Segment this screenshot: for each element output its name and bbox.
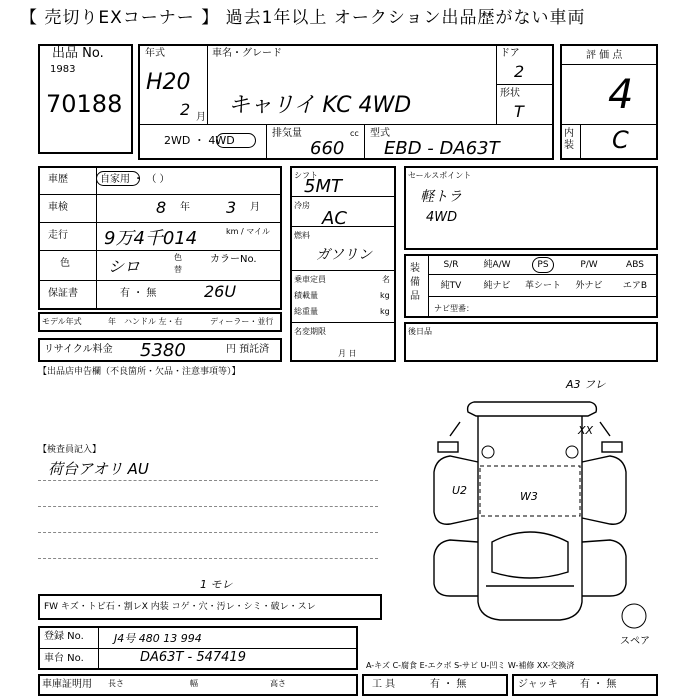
- registration-value: J4号 480 13 994: [114, 632, 202, 645]
- inspector-label: 【検査員記入】: [38, 445, 102, 455]
- name-change-label: 名変期限: [294, 327, 326, 336]
- displacement-value: 660: [310, 138, 345, 159]
- year-month-unit: 月: [196, 112, 206, 123]
- warranty-value: 26U: [204, 282, 237, 301]
- name-change-unit: 月 日: [338, 349, 357, 358]
- recycle-unit: 円 預託済: [226, 344, 270, 355]
- lot-label: 出品 No.: [52, 46, 104, 61]
- equip-navi: 純ナビ: [483, 281, 511, 291]
- score-value: 4: [608, 72, 634, 118]
- riders-unit: 名: [382, 275, 390, 284]
- interior-value: C: [612, 126, 629, 154]
- model-value: EBD - DA63T: [384, 138, 500, 159]
- displacement-label: 排気量: [272, 128, 302, 139]
- equip-aw: 純A/W: [483, 260, 511, 270]
- equip-airbag: エアB: [622, 281, 648, 291]
- repaint-label: 色替: [174, 253, 182, 274]
- page-banner: 【 売切りEXコーナー 】 過去1年以上 オークション出品歴がない車両: [0, 0, 700, 36]
- registration-label: 登録 No.: [44, 631, 84, 642]
- color-label: 色: [60, 258, 70, 269]
- displacement-unit: cc: [350, 129, 359, 138]
- riders-label: 乗車定員: [294, 275, 326, 284]
- history-selected-mark: [96, 171, 140, 186]
- weight-label: 総重量: [294, 307, 318, 316]
- warranty-label: 保証書: [48, 288, 78, 299]
- legend: A-キズ C-腐食 E-エクボ S-サビ U-凹ミ W-補修 XX-交換済: [366, 661, 575, 670]
- inspection-year: 8: [156, 198, 167, 217]
- nav-model-label: ナビ型番：: [434, 304, 474, 313]
- diagram-mark-a3: A3 フレ: [566, 378, 606, 391]
- equip-abs: ABS: [626, 260, 644, 270]
- recycle-value: 5380: [140, 340, 186, 361]
- cert-length: 長さ: [108, 679, 124, 688]
- sales-line-2: 4WD: [426, 210, 458, 225]
- inspector-note: 荷台アオリ AU: [48, 460, 149, 478]
- equip-ps-mark: [532, 257, 554, 273]
- handle-options: ハンドル 左・右: [124, 317, 183, 326]
- load-unit: kg: [380, 291, 390, 300]
- drive-selected-mark: [216, 133, 256, 148]
- car-diagram: [410, 372, 670, 632]
- doors-label: ドア: [500, 48, 520, 59]
- name-label: 車名・グレード: [212, 48, 282, 59]
- year-label: 年式: [145, 48, 165, 59]
- dealer-options: ディーラー・並行: [210, 317, 274, 326]
- tools-label: 工 具: [372, 679, 396, 690]
- equip-tv: 純TV: [440, 281, 462, 291]
- chassis-value: DA63T - 547419: [140, 650, 246, 665]
- sales-line-1: 軽トラ: [420, 189, 462, 205]
- model-year-label: モデル年式: [42, 317, 82, 326]
- declaration-label: 【出品店申告欄（不良箇所・欠品・注意事項等）】: [38, 367, 241, 377]
- aircon-value: AC: [322, 208, 347, 229]
- equip-sr: S/R: [443, 260, 459, 270]
- warranty-options: 有 ・ 無: [120, 288, 157, 299]
- inspection-label: 車検: [48, 202, 68, 213]
- load-label: 積載量: [294, 291, 318, 300]
- history-label: 車歴: [48, 174, 68, 185]
- year-month: 2: [180, 100, 191, 119]
- lot-sub: 1983: [50, 64, 76, 75]
- interior-label: 内 装: [564, 128, 574, 151]
- diagram-mark-u2: U2: [452, 484, 468, 497]
- delivery-label: 後日品: [408, 327, 432, 336]
- damage-row: FW キズ・トビ石・割レX 内装 コゲ・穴・汚レ・シミ・破レ・スレ: [44, 602, 316, 612]
- chassis-label: 車台 No.: [44, 653, 84, 664]
- diagram-mark-w3: W3: [520, 490, 538, 503]
- equip-ext-navi: 外ナビ: [575, 281, 603, 291]
- spare-label: スペア: [620, 636, 650, 647]
- color-no-label: カラーNo.: [210, 254, 257, 265]
- fuel-label: 燃料: [294, 231, 310, 240]
- delivery-box: [404, 322, 658, 362]
- inspection-month: 3: [226, 198, 237, 217]
- shape-value: T: [514, 102, 524, 121]
- damage-note: 1 モレ: [200, 578, 233, 591]
- inspection-year-unit: 年: [180, 202, 190, 213]
- shape-label: 形状: [500, 88, 520, 99]
- mileage-value: 9万4千014: [104, 228, 198, 249]
- cert-width: 幅: [190, 679, 198, 688]
- cert-label: 車庫証明用: [42, 679, 92, 690]
- equipment-label: 装備品: [410, 263, 420, 302]
- mileage-unit: km / マイル: [226, 227, 271, 236]
- aircon-label: 冷房: [294, 201, 310, 210]
- inspection-month-unit: 月: [250, 202, 260, 213]
- equip-ps: PS: [537, 260, 549, 270]
- shift-label: シフト: [294, 171, 318, 180]
- model-label: 型式: [370, 128, 390, 139]
- fuel-value: ガソリン: [316, 247, 372, 263]
- doors-value: 2: [514, 62, 525, 81]
- equip-pw: P/W: [580, 260, 598, 270]
- tools-options: 有 ・ 無: [430, 679, 467, 690]
- shift-value: 5MT: [304, 176, 342, 197]
- name-value: キャリイ KC 4WD: [228, 93, 412, 118]
- year-value: H20: [146, 70, 191, 95]
- jack-label: ジャッキ: [518, 679, 558, 690]
- cert-height: 高さ: [270, 679, 286, 688]
- recycle-label: リサイクル料金: [44, 344, 113, 355]
- equip-leather: 革シート: [524, 281, 561, 291]
- jack-options: 有 ・ 無: [580, 679, 617, 690]
- mileage-label: 走行: [48, 230, 68, 241]
- score-label: 評 価 点: [586, 50, 623, 61]
- history-options: 自家用 ・ （ ）: [100, 174, 170, 185]
- color-value: シロ: [108, 257, 141, 276]
- diagram-mark-xx: XX: [578, 424, 594, 437]
- sales-label: セールスポイント: [408, 171, 472, 180]
- weight-unit: kg: [380, 307, 390, 316]
- model-year-unit: 年: [108, 317, 116, 326]
- lot-number: 70188: [46, 90, 123, 118]
- drive-options: 2WD ・ 4WD: [164, 134, 235, 147]
